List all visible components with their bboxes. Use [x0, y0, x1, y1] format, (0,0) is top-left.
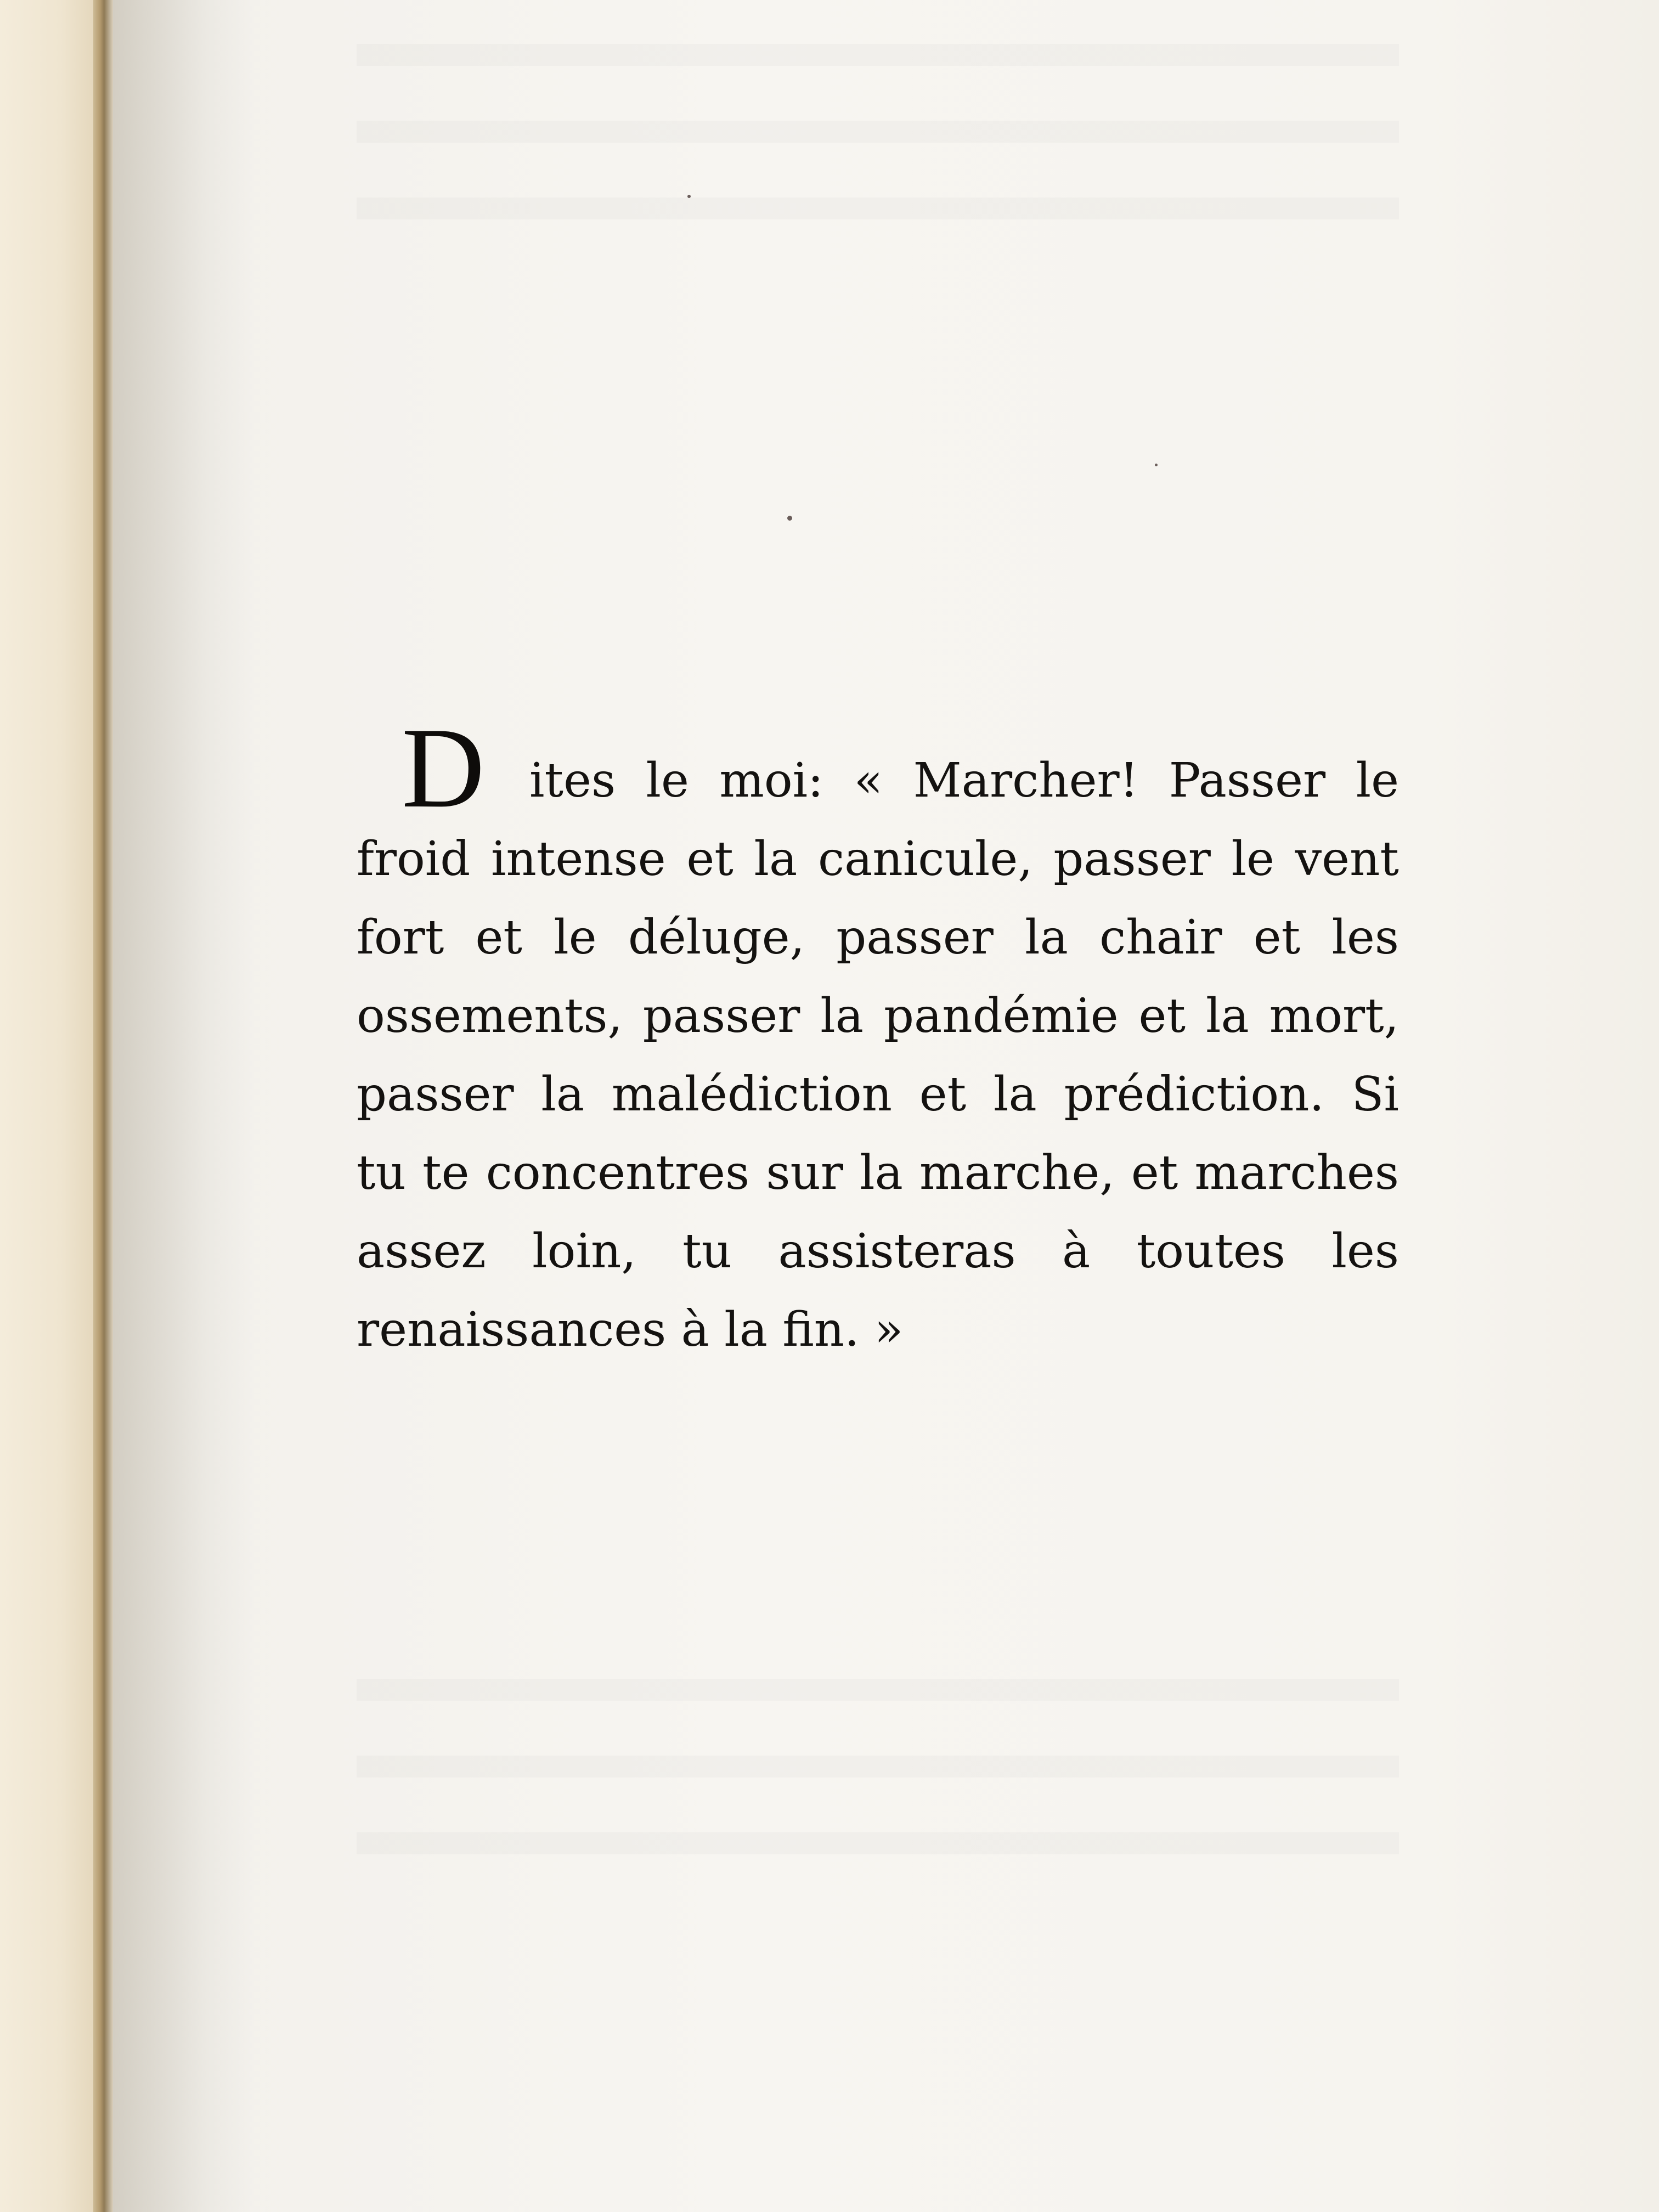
book-gutter	[93, 0, 113, 2212]
text-line: assez loin, tu assisteras à toutes les	[357, 1224, 1399, 1279]
text-line-last: renaissances à la fin. »	[357, 1302, 904, 1357]
text-line: tu te concentres sur la marche, et marches	[357, 1146, 1399, 1200]
page-shadow	[113, 0, 256, 2212]
paper-speck	[1155, 464, 1158, 466]
show-through-text-bottom	[357, 1679, 1399, 1909]
drop-cap: D	[402, 704, 485, 832]
text-line: ossements, passer la pandémie et la mort,	[357, 989, 1399, 1043]
text-line: froid intense et la canicule, passer le vent	[357, 832, 1399, 887]
text-line: fort et le déluge, passer la chair et les	[357, 910, 1399, 965]
text-line: passer la malédiction et la prédiction. Si	[357, 1067, 1399, 1122]
first-line-text: ites le moi: « Marcher! Passer le	[529, 753, 1399, 808]
paper-speck	[787, 516, 792, 521]
left-page-edge	[0, 0, 101, 2212]
paper-speck	[687, 195, 691, 198]
first-line	[357, 704, 1399, 832]
show-through-text-top	[357, 44, 1399, 274]
poem-paragraph	[357, 704, 1399, 1369]
